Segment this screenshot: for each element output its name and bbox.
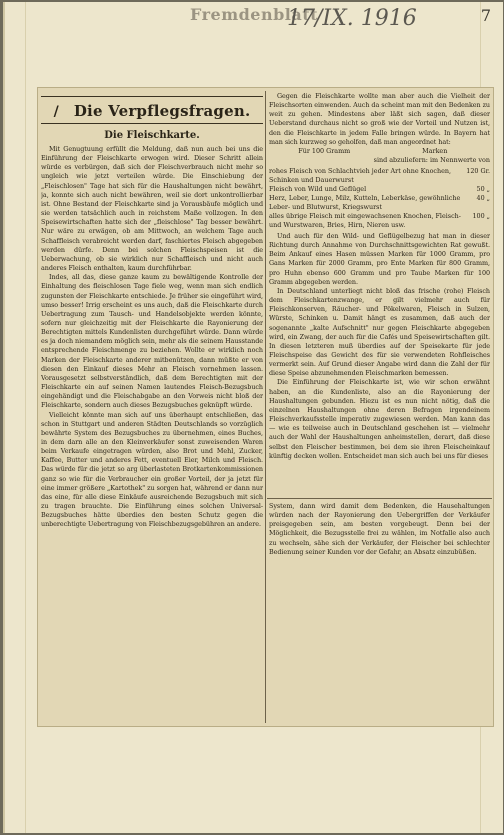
rate-item: alles übrige Fleisch mit eingewachsenen Knochen, Fleisch- und Wurstwaren, Bries, Hirn, Nieren usw.: [269, 211, 461, 229]
paragraph: Mit Genugtuung erfüllt die Meldung, daß nun auch bei uns die Einführung der Fleischkarte erwogen wird. Dieser Schritt allein würde es verbürgen, daß sich der Fleischverbrauch nicht mehr so ungleich wie jetzt verteilen würde. Die Einschiebung der „Fleischlosen" Tage hat sich für die Haushaltungen nicht bewährt, ja, konnte sich auch nicht bewähren, weil sie dort unkontrollierbar ist. Ohne Bestand der Fleischkarte sind ja Vorausbäufe möglich und sie werden tatsächlich auch in reichstem Maße vollzogen. In den Speisewirtschaften hatte sich der „fleischlose" Tag besser bewährt. Nur wäre zu erwägen, ob am Mittwoch, an welchem Tage auch Schaffleisch verabreicht werden darf, faschiertes Fleisch abgegeben werden dürfe. Denn bei solchen Fleischspeisen ist die Ueberwachung, ob sie wirklich nur Schaffleisch und nicht auch anderes Fleisch enthalten, kaum durchführbar.: [41, 145, 263, 273]
paragraph: Gegen die Fleischkarte wollte man aber auch die Vielheit der Fleischsorten einwenden. Auch da scheint man mit den Bedenken zu weit zu gehen. Mindestens aber läßt sich sagen, daß dieser Ueberstand durchaus nicht so groß wie der Vorteil und Nutzen ist, den die Fleischkarte in jedem Falle bringen würde. In Bayern hat man sich kurzweg so geholfen, daß man angeordnet hat:: [269, 92, 490, 146]
table-row: [269, 194, 490, 212]
rate-table-header-right: [269, 156, 490, 165]
rate-item: Fleisch von Wild und Geflügel: [269, 184, 367, 193]
right-column-continuation: [269, 502, 490, 722]
page-number: 7: [480, 6, 491, 25]
table-row: [269, 185, 490, 194]
paragraph: Vielleicht könnte man sich auf uns überhaupt entschließen, das schon in Stuttgart und anderen Städten Deutschlands so vorzüglich bewährte System des Bezugsbuches zu übernehmen, eines Buches, in dem darn alle an den Kleinverkäufer sonst zuweisenden Waren beim Verkaufe eingetragen würden, also Brot und Mehl, Zucker, Kaffee, Butter und anderes Fett, eventuell Eier, Milch und Fleisch. Das würde für die jetzt so arg überlasteten Brotkartenkommissionen ganz so wie für die Verbraucher ein großer Vorteil, der ja jetzt für eine immer größere „Kartothek" zu sorgen hat, während er dann nur das eine, für alle diese Einkäufe ausreichende Bezugsbuch mit sich zu tragen brauchte. Die Einführung eines solchen Universal-Bezugsbuches hätte überdies den besten Schutz gegen die unberechtigte Uebertragung von Fleischbezugsgebühren an andere.: [41, 410, 263, 529]
rate-table: [269, 167, 490, 230]
handwritten-date: 17/IX. 1916: [287, 6, 417, 31]
left-column: [41, 92, 263, 722]
rate-item: Herz, Leber, Lunge, Milz, Kutteln, Leberkäse, gewöhnliche Leber- und Blutwurst, Kriegswurst: [269, 193, 461, 211]
article-headline: Die Verpflegsfragen.: [73, 102, 251, 120]
table-row: [269, 167, 490, 185]
rate-value: 120 Gr.: [466, 166, 490, 175]
rate-value: 40 „: [476, 193, 490, 202]
rate-table-left-heading: Für 100 Gramm: [298, 146, 351, 155]
paragraph: Die Einführung der Fleischkarte ist, wie wir schon erwähnt haben, an die Kundenliste, also an die Rayonierung der Haushaltungen gebunden. Hiezu ist es nun nicht nötig, daß die einzelnen Haushaltungen ohne deren Befragen irgendeinem Fleischverkaufsstelle imperativ zugewiesen werden. Man kann das — wie es teilweise auch in Deutschland geschehen ist — vielmehr auch der Wahl der Haushaltungen anheimstellen, derart, daß diese selbst den Fleischer bestimmen, bei dem sie ihren Fleischeinkauf künftig decken wollen. Entscheidet man sich auch bei uns für dieses: [269, 378, 490, 460]
article-subhead: Die Fleischkarte.: [104, 130, 200, 141]
headline-box: [41, 96, 263, 124]
paragraph: Indes, all das, diese ganze kaum zu bewältigende Kontrolle der Einhaltung des fleischlosen Tage fiele weg, wenn man sich endlich zugunsten der Fleischkarte entschiede. Je früher sie eingeführt wird, umso besser! Irrig erscheint es uns auch, daß die Fleischkarte durch Uebertragung zum Tausch- und Handelsobjekte werden könnte, sofern nur gleichzeitig mit der Fleischkarte die Rayonierung der Berechtigten mittels Kundenlisten durchgeführt würde. Dann würde es ja doch niemandem möglich sein, mehr als die seinem Hausstande entsprechende Fleischmenge zu beziehen. Wollte er wirklich noch Marken der Fleischkarte anderer mitbenützen, dann müßte er von diesen den Einkauf dieses Mehr an Fleisch vornehmen lassen. Vorausgesetzt selbstverständlich, daß dem Berechtigten mit der Fleischkarte ein auf seinen Namen lautendes Fleisch-Bezugsbuch eingehändigt und die Fleischabgabe an den Vorweis nicht bloß der Fleischkarte, sondern auch dieses Bezugsbuches geknüpft würde.: [41, 273, 263, 410]
fold-line-left: [25, 2, 26, 833]
rate-value: 50 „: [476, 184, 490, 193]
section-rule: [267, 498, 492, 499]
paragraph: System, dann wird damit dem Bedenken, die Hausehaltungen würden nach der Rayonierung den Uebergriffen der Verkäufer preisgegeben sein, am besten vorgebeugt. Denn bei der Möglichkeit, die Bezugsstelle frei zu wählen, im Notfalle also auch zu wechseln, sähe sich der Verkäufer, der Fleischer bei schlechter Bedienung seiner Kunden vor der Gefahr, an Absatz einzubüßen.: [269, 502, 490, 556]
paragraph: Und auch für den Wild- und Geflügelbezug hat man in dieser Richtung durch Annahme von Durchschnittsgewichten Rat gewußt. Beim Ankauf eines Hasen müssen Marken für 1000 Gramm, pro Gans Marken für 2000 Gramm, pro Ente Marken für 800 Gramm, pro Huhn ebenso 600 Gramm und pro Taube Marken für 100 Gramm abgegeben werden.: [269, 231, 490, 286]
rate-value: 100 „: [472, 211, 490, 220]
rate-item: rohes Fleisch von Schlachtvieh jeder Art ohne Knochen, Schinken und Dauerwurst: [269, 166, 452, 184]
rate-table-header: [269, 147, 490, 156]
archive-sheet: [3, 2, 503, 833]
newspaper-name-stamp: Fremdenblatt: [190, 5, 319, 24]
table-row: [269, 212, 490, 230]
rate-table-unit-heading: Marken: [422, 146, 448, 155]
right-column: [269, 92, 490, 496]
paragraph: In Deutschland unterliegt nicht bloß das frische (rohe) Fleisch dem Fleischkartenzwange, er gilt vielmehr auch für Fleischkonserven, Räucher- und Pökelwaren, Fleisch in Sulzen, Würste, Schinken u. Damit hängt es zusammen, daß auch der sogenannte „kalte Aufschnitt" nur gegen Fleischkarte abgegeben wird, ein Zwang, der auch für die Cafés und Speisewirtschaften gilt. In diesen letzteren muß überdies auf der Speisekarte für jede Fleischspeise das Gewicht des für sie verwendeten Rohfleisches vermerkt sein. Auf Grund dieser Angabe wird dann die Zahl der für diese Speise abzunehmenden Fleischmarken bemessen.: [269, 286, 490, 378]
newspaper-clipping: [38, 88, 493, 726]
column-rule: [265, 91, 266, 723]
rate-table-right-heading: sind abzuliefern: im Nennwerte von: [373, 155, 490, 164]
handwritten-marker: /: [53, 104, 59, 120]
